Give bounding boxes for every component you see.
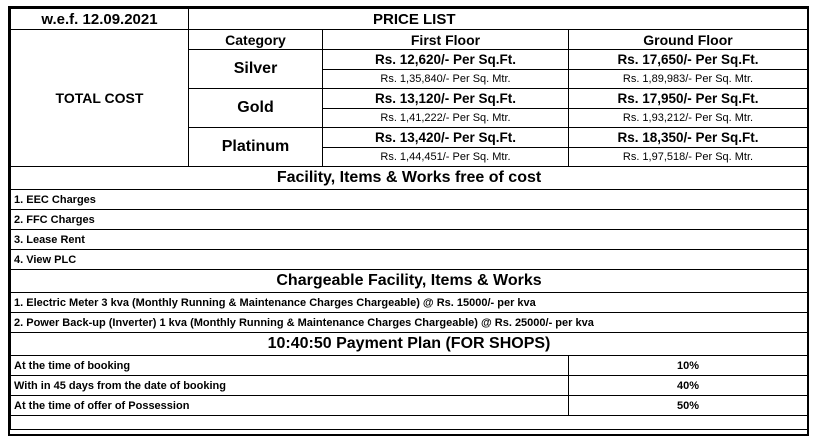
free-items-section-header [11,167,808,190]
price-list-table [10,8,808,430]
category-name: Silver [189,50,323,89]
table-row [11,356,808,376]
payment-percent: 50% [569,396,808,416]
payment-stage: At the time of booking [11,356,569,376]
free-item: 3. Lease Rent [11,230,808,250]
first-floor-sqft-price: Rs. 12,620/- Per Sq.Ft. [323,50,569,70]
first-floor-sqm-price: Rs. 1,44,451/- Per Sq. Mtr. [323,148,569,167]
ground-floor-column-header: Ground Floor [569,30,808,50]
free-item: 2. FFC Charges [11,210,808,230]
free-item: 1. EEC Charges [11,190,808,210]
ground-floor-sqm-price: Rs. 1,97,518/- Per Sq. Mtr. [569,148,808,167]
chargeable-item: 2. Power Back-up (Inverter) 1 kva (Monthly Running & Maintenance Charges Chargeable) @ Rs. 25000/- per kva [11,313,808,333]
chargeable-items-section-header [11,270,808,293]
page-title: PRICE LIST [189,9,808,30]
first-floor-sqm-price: Rs. 1,41,222/- Per Sq. Mtr. [323,109,569,128]
category-column-header: Category [189,30,323,50]
table-row [11,376,808,396]
list-item [11,293,808,313]
list-item [11,250,808,270]
first-floor-sqft-price: Rs. 13,420/- Per Sq.Ft. [323,128,569,148]
column-header-row [11,30,808,50]
first-floor-sqm-price: Rs. 1,35,840/- Per Sq. Mtr. [323,70,569,89]
ground-floor-sqm-price: Rs. 1,89,983/- Per Sq. Mtr. [569,70,808,89]
list-item [11,313,808,333]
first-floor-sqft-price: Rs. 13,120/- Per Sq.Ft. [323,89,569,109]
payment-stage: At the time of offer of Possession [11,396,569,416]
payment-percent: 40% [569,376,808,396]
list-item [11,230,808,250]
table-row [11,396,808,416]
ground-floor-sqft-price: Rs. 17,950/- Per Sq.Ft. [569,89,808,109]
payment-percent: 10% [569,356,808,376]
ground-floor-sqft-price: Rs. 17,650/- Per Sq.Ft. [569,50,808,70]
list-item [11,210,808,230]
total-cost-label: TOTAL COST [11,30,189,167]
price-list-sheet [8,6,809,436]
free-items-title: Facility, Items & Works free of cost [11,167,808,190]
payment-plan-title: 10:40:50 Payment Plan (FOR SHOPS) [11,333,808,356]
list-item [11,190,808,210]
blank-cell [11,416,808,430]
category-name: Gold [189,89,323,128]
header-row [11,9,808,30]
free-item: 4. View PLC [11,250,808,270]
chargeable-items-title: Chargeable Facility, Items & Works [11,270,808,293]
ground-floor-sqm-price: Rs. 1,93,212/- Per Sq. Mtr. [569,109,808,128]
payment-stage: With in 45 days from the date of booking [11,376,569,396]
effective-date: w.e.f. 12.09.2021 [11,9,189,30]
category-name: Platinum [189,128,323,167]
blank-row [11,416,808,430]
payment-plan-section-header [11,333,808,356]
first-floor-column-header: First Floor [323,30,569,50]
ground-floor-sqft-price: Rs. 18,350/- Per Sq.Ft. [569,128,808,148]
chargeable-item: 1. Electric Meter 3 kva (Monthly Running & Maintenance Charges Chargeable) @ Rs. 15000/- per kva [11,293,808,313]
